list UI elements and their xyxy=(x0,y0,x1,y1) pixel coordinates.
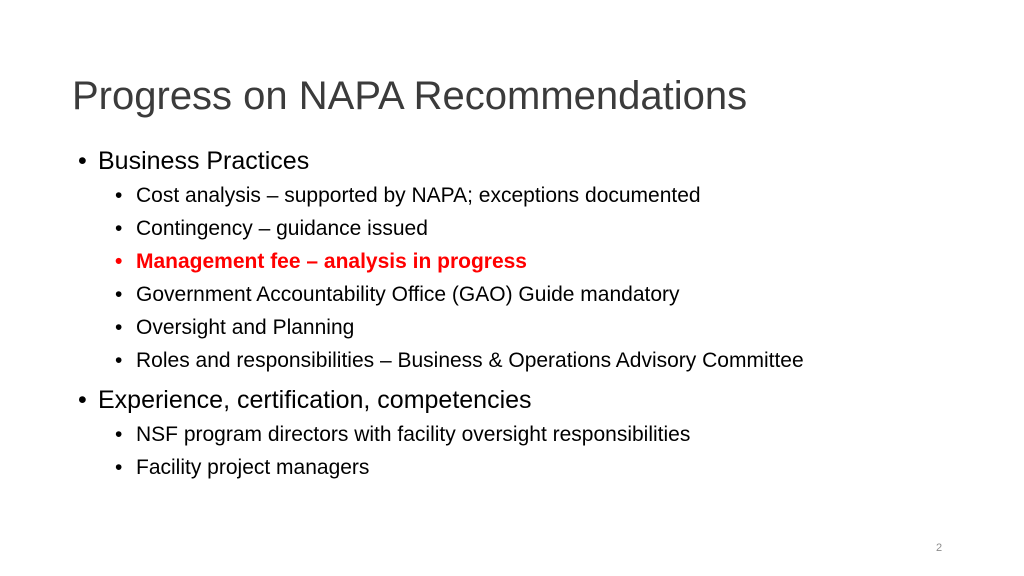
sub-bullet-item xyxy=(78,245,978,278)
bullet-icon: • xyxy=(78,147,87,175)
bullet-icon: • xyxy=(78,386,87,414)
bullet-text: NSF program directors with facility oversight responsibilities xyxy=(136,423,691,446)
sub-bullet-item xyxy=(78,179,978,212)
bullet-text: Management fee – analysis in progress xyxy=(136,250,527,273)
sub-bullet-list xyxy=(78,179,978,377)
bullet-content xyxy=(78,146,978,492)
section-business-practices xyxy=(78,146,978,377)
bullet-icon: • xyxy=(115,423,123,446)
bullet-icon: • xyxy=(115,349,123,372)
sub-bullet-item xyxy=(78,344,978,377)
bullet-text: Contingency – guidance issued xyxy=(136,217,428,240)
sub-bullet-item xyxy=(78,278,978,311)
bullet-text: Roles and responsibilities – Business & Operations Advisory Committee xyxy=(136,349,804,372)
bullet-icon: • xyxy=(115,456,123,479)
section-heading: Business Practices xyxy=(98,147,310,175)
slide-title: Progress on NAPA Recommendations xyxy=(72,74,748,118)
sub-bullet-item xyxy=(78,311,978,344)
sub-bullet-item xyxy=(78,212,978,245)
bullet-text: Facility project managers xyxy=(136,456,370,479)
bullet-icon: • xyxy=(115,250,123,273)
bullet-text: Government Accountability Office (GAO) Guide mandatory xyxy=(136,283,680,306)
sub-bullet-item xyxy=(78,451,978,484)
bullet-text: Cost analysis – supported by NAPA; exceptions documented xyxy=(136,184,701,207)
bullet-icon: • xyxy=(115,283,123,306)
section-heading: Experience, certification, competencies xyxy=(98,386,532,414)
bullet-level1 xyxy=(78,385,978,415)
bullet-level1 xyxy=(78,146,978,176)
sub-bullet-list xyxy=(78,418,978,484)
section-experience xyxy=(78,385,978,484)
bullet-text: Oversight and Planning xyxy=(136,316,355,339)
bullet-icon: • xyxy=(115,316,123,339)
bullet-icon: • xyxy=(115,217,123,240)
page-number: 2 xyxy=(936,542,943,554)
bullet-icon: • xyxy=(115,184,123,207)
sub-bullet-item xyxy=(78,418,978,451)
